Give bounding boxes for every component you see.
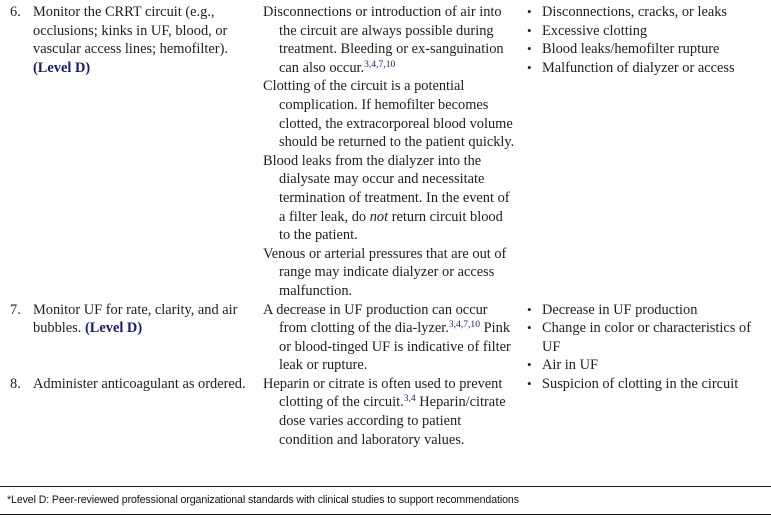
citation-superscript: 3,4 <box>403 393 416 405</box>
item-number: 8. <box>10 375 21 392</box>
observation-text: Blood leaks/hemofilter rupture <box>542 41 720 58</box>
observations-cell <box>525 3 771 77</box>
rationale-cell <box>263 375 525 449</box>
observation-item <box>525 301 769 320</box>
text-segment: return circuit blood to the patient. <box>279 208 503 244</box>
text-segment: (Level D) <box>33 59 91 76</box>
rationale-paragraph <box>263 375 517 449</box>
rationale-paragraph <box>263 245 517 301</box>
rationale-paragraph <box>263 3 517 77</box>
rationale-paragraph <box>263 152 517 245</box>
action-item <box>10 375 249 394</box>
bullet-icon: • <box>527 320 532 336</box>
bullet-icon: • <box>527 4 532 19</box>
observation-text: Decrease in UF production <box>542 301 698 318</box>
text-segment: Disconnections or introduction of air into the circuit are always possible during treatment. Bleeding or ex-sanguination can also occur. <box>263 4 504 76</box>
rationale-cell <box>263 301 525 375</box>
citation-superscript: 3,4,7,10 <box>364 58 396 70</box>
action-cell <box>10 3 263 77</box>
action-text <box>33 302 237 337</box>
action-item <box>10 3 249 77</box>
rationale-paragraph <box>263 301 517 375</box>
text-segment: (Level D) <box>84 320 143 337</box>
rationale-cell <box>263 3 525 301</box>
action-text <box>33 4 228 76</box>
observation-item <box>525 40 769 59</box>
text-segment: Venous or arterial pressures that are out of range may indicate dialyzer or access malfunction. <box>263 245 507 299</box>
footnote-text: *Level D: Peer-reviewed professional organizational standards with clinical studies to support recommendations <box>7 494 519 506</box>
bullet-icon: • <box>527 375 532 391</box>
observation-text: Suspicion of clotting in the circuit <box>542 375 739 392</box>
observation-item <box>525 356 769 375</box>
bullet-icon: • <box>527 41 532 57</box>
action-text <box>33 376 246 392</box>
observation-item <box>525 375 769 394</box>
observation-text: Air in UF <box>542 357 598 374</box>
bullet-icon: • <box>527 301 532 317</box>
bullet-icon: • <box>527 22 532 38</box>
text-segment: Clotting of the circuit is a potential complication. If hemofilter becomes clotted, the extracorporeal blood volume should be returned to the patient quickly. <box>263 78 515 151</box>
observation-item <box>525 319 769 356</box>
text-segment: A decrease in UF production can occur from clotting of the dia-lyzer. <box>263 301 488 337</box>
text-segment: Administer anticoagulant as ordered. <box>33 375 246 392</box>
observation-text: Excessive clotting <box>542 22 648 39</box>
item-number: 6. <box>10 4 21 20</box>
action-item <box>10 301 249 338</box>
table-footnote-band <box>0 486 771 515</box>
observation-text: Malfunction of dialyzer or access <box>542 59 735 76</box>
citation-superscript: 3,4,7,10 <box>448 319 481 331</box>
rationale-paragraph <box>263 77 517 151</box>
observations-cell <box>525 301 771 375</box>
text-segment: Pink or blood-tinged UF is indicative of filter leak or rupture. <box>279 320 511 374</box>
action-cell <box>10 301 263 338</box>
text-segment: Heparin or citrate is often used to prevent clotting of the circuit. <box>263 375 503 411</box>
observation-text: Disconnections, cracks, or leaks <box>542 4 728 20</box>
bullet-icon: • <box>527 59 532 75</box>
observations-cell <box>525 375 771 394</box>
observation-item <box>525 3 769 22</box>
text-segment: Monitor the CRRT circuit (e.g., occlusions; kinks in UF, blood, or vascular access lines; hemofilter). <box>33 4 228 58</box>
bullet-icon: • <box>527 357 532 373</box>
action-cell <box>10 375 263 394</box>
observation-item <box>525 59 769 78</box>
text-segment: not <box>369 208 389 225</box>
text-segment: Monitor UF for rate, clarity, and air bubbles. <box>33 301 238 337</box>
text-segment: Blood leaks from the dialyzer into the dialysate may occur and necessitate termination of treatment. In the event of a filter leak, do <box>263 152 510 225</box>
observation-text: Change in color or characteristics of UF <box>542 320 751 355</box>
item-number: 7. <box>10 301 21 318</box>
text-segment: Heparin/citrate dose varies according to patient condition and laboratory values. <box>279 394 506 448</box>
observation-item <box>525 22 769 41</box>
